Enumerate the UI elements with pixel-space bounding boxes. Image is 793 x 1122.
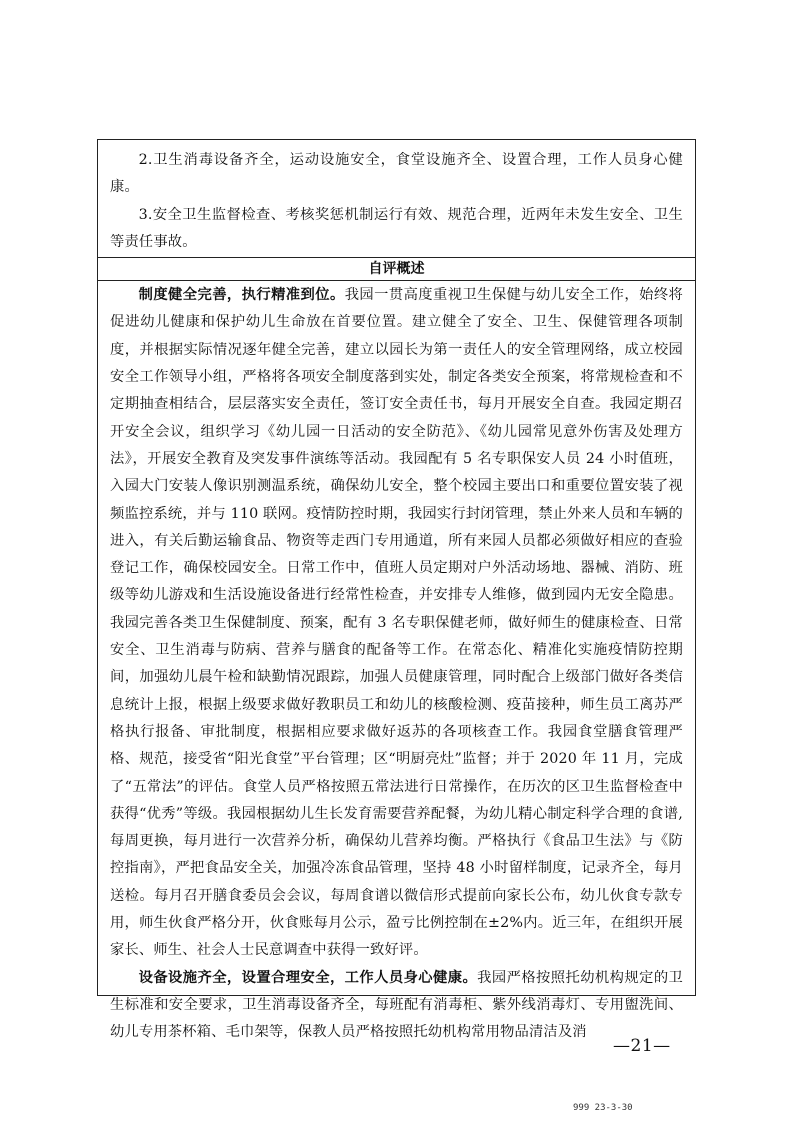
page-number: —21—: [613, 1036, 671, 1056]
evaluation-table: [97, 139, 696, 1041]
criteria-cell: [98, 140, 695, 256]
print-stamp: 999 23-3-30: [573, 1103, 633, 1113]
paragraph-lead: 制度健全完善，执行精准到位。: [138, 287, 345, 304]
section-title: 自评概述: [98, 257, 695, 281]
overview-paragraph: [110, 282, 683, 964]
criteria-item: 3.安全卫生监督检查、考核奖惩机制运行有效、规范合理，近两年未发生安全、卫生等责任事故。: [110, 206, 683, 250]
paragraph-text: 我园一贯高度重视卫生保健与幼儿安全工作，始终将促进幼儿健康和保护幼儿生命放在首要位置。建立健全了安全、卫生、保健管理各项制度，并根据实际情况逐年健全完善，建立以园长为第一责任人的安全管理网络，成立校园安全工作领导小组，严格将各项安全制度落到实处，制定各类安全预案，将常规检查和不定期抽查相结合，层层落实安全责任，签订安全责任书，每月开展安全自查。我园定期召开安全会议，组织学习《幼儿园一日活动的安全防范》、《幼儿园常见意外伤害及处理方法》，开展安全教育及突发事件演练等活动。我园配有 5 名专职保安人员 24 小时值班，入园大门安装人像识别测温系统，确保幼儿安全，整个校园主要出口和重要位置安装了视频监控系统，并与 110 联网。疫情防控时期，我园实行封闭管理，禁止外来人员和车辆的进入，有关后勤运输食品、物资等走西门专用通道，所有来园人员都必须做好相应的查验登记工作，确保校园安全。日常工作中，值班人员定期对户外活动场地、器械、消防、班级等幼儿游戏和生活设施设备进行经常性检查，并安排专人维修，做到园内无安全隐患。我园完善各类卫生保健制度、预案，配有 3 名专职保健老师，做好师生的健康检查、日常安全、卫生消毒与防病、营养与膳食的配备等工作。在常态化、精准化实施疫情防控期间，加强幼儿晨午检和缺勤情况跟踪，加强人员健康管理，同时配合上级部门做好各类信息统计上报，根据上级要求做好教职员工和幼儿的核酸检测、疫苗接种，师生员工离苏严格执行报备、审批制度，根据相应要求做好返苏的各项核查工作。我园食堂膳食管理严格、规范，接受省“阳光食堂”平台管理；区“明厨亮灶”监督；并于 2020 年 11 月，完成了“五常法”的评估。食堂人员严格按照五常法进行日常操作，在历次的区卫生监督检查中获得“优秀”等级。我园根据幼儿生长发育需要营养配餐，为幼儿精心制定科学合理的食谱,每周更换，每月进行一次营养分析，确保幼儿营养均衡。严格执行《食品卫生法》与《防控指南》，严把食品安全关，加强冷冻食品管理，坚持 48 小时留样制度，记录齐全，每月送检。每月召开膳食委员会会议，每周食谱以微信形式提前向家长公布，幼儿伙食专款专用，师生伙食严格分开，伙食账每月公示，盈亏比例控制在±2%内。近三年，在组织开展家长、师生、社会人士民意调查中获得一致好评。: [110, 287, 683, 959]
overview-cell: [98, 281, 695, 1046]
paragraph-text: 我园严格按照托幼机构规定的卫生标准和安全要求，卫生消毒设备齐全，每班配有消毒柜、紫外线消毒灯、专用盥洗间、幼儿专用茶杯箱、毛巾架等，保教人员严格按照托幼机构常用物品清洁及消: [110, 969, 683, 1041]
criteria-item: 2.卫生消毒设备齐全，运动设施安全，食堂设施齐全、设置合理，工作人员身心健康。: [110, 152, 683, 196]
overview-paragraph: [110, 965, 683, 1047]
paragraph-lead: 设备设施齐全，设置合理安全，工作人员身心健康。: [138, 969, 478, 986]
